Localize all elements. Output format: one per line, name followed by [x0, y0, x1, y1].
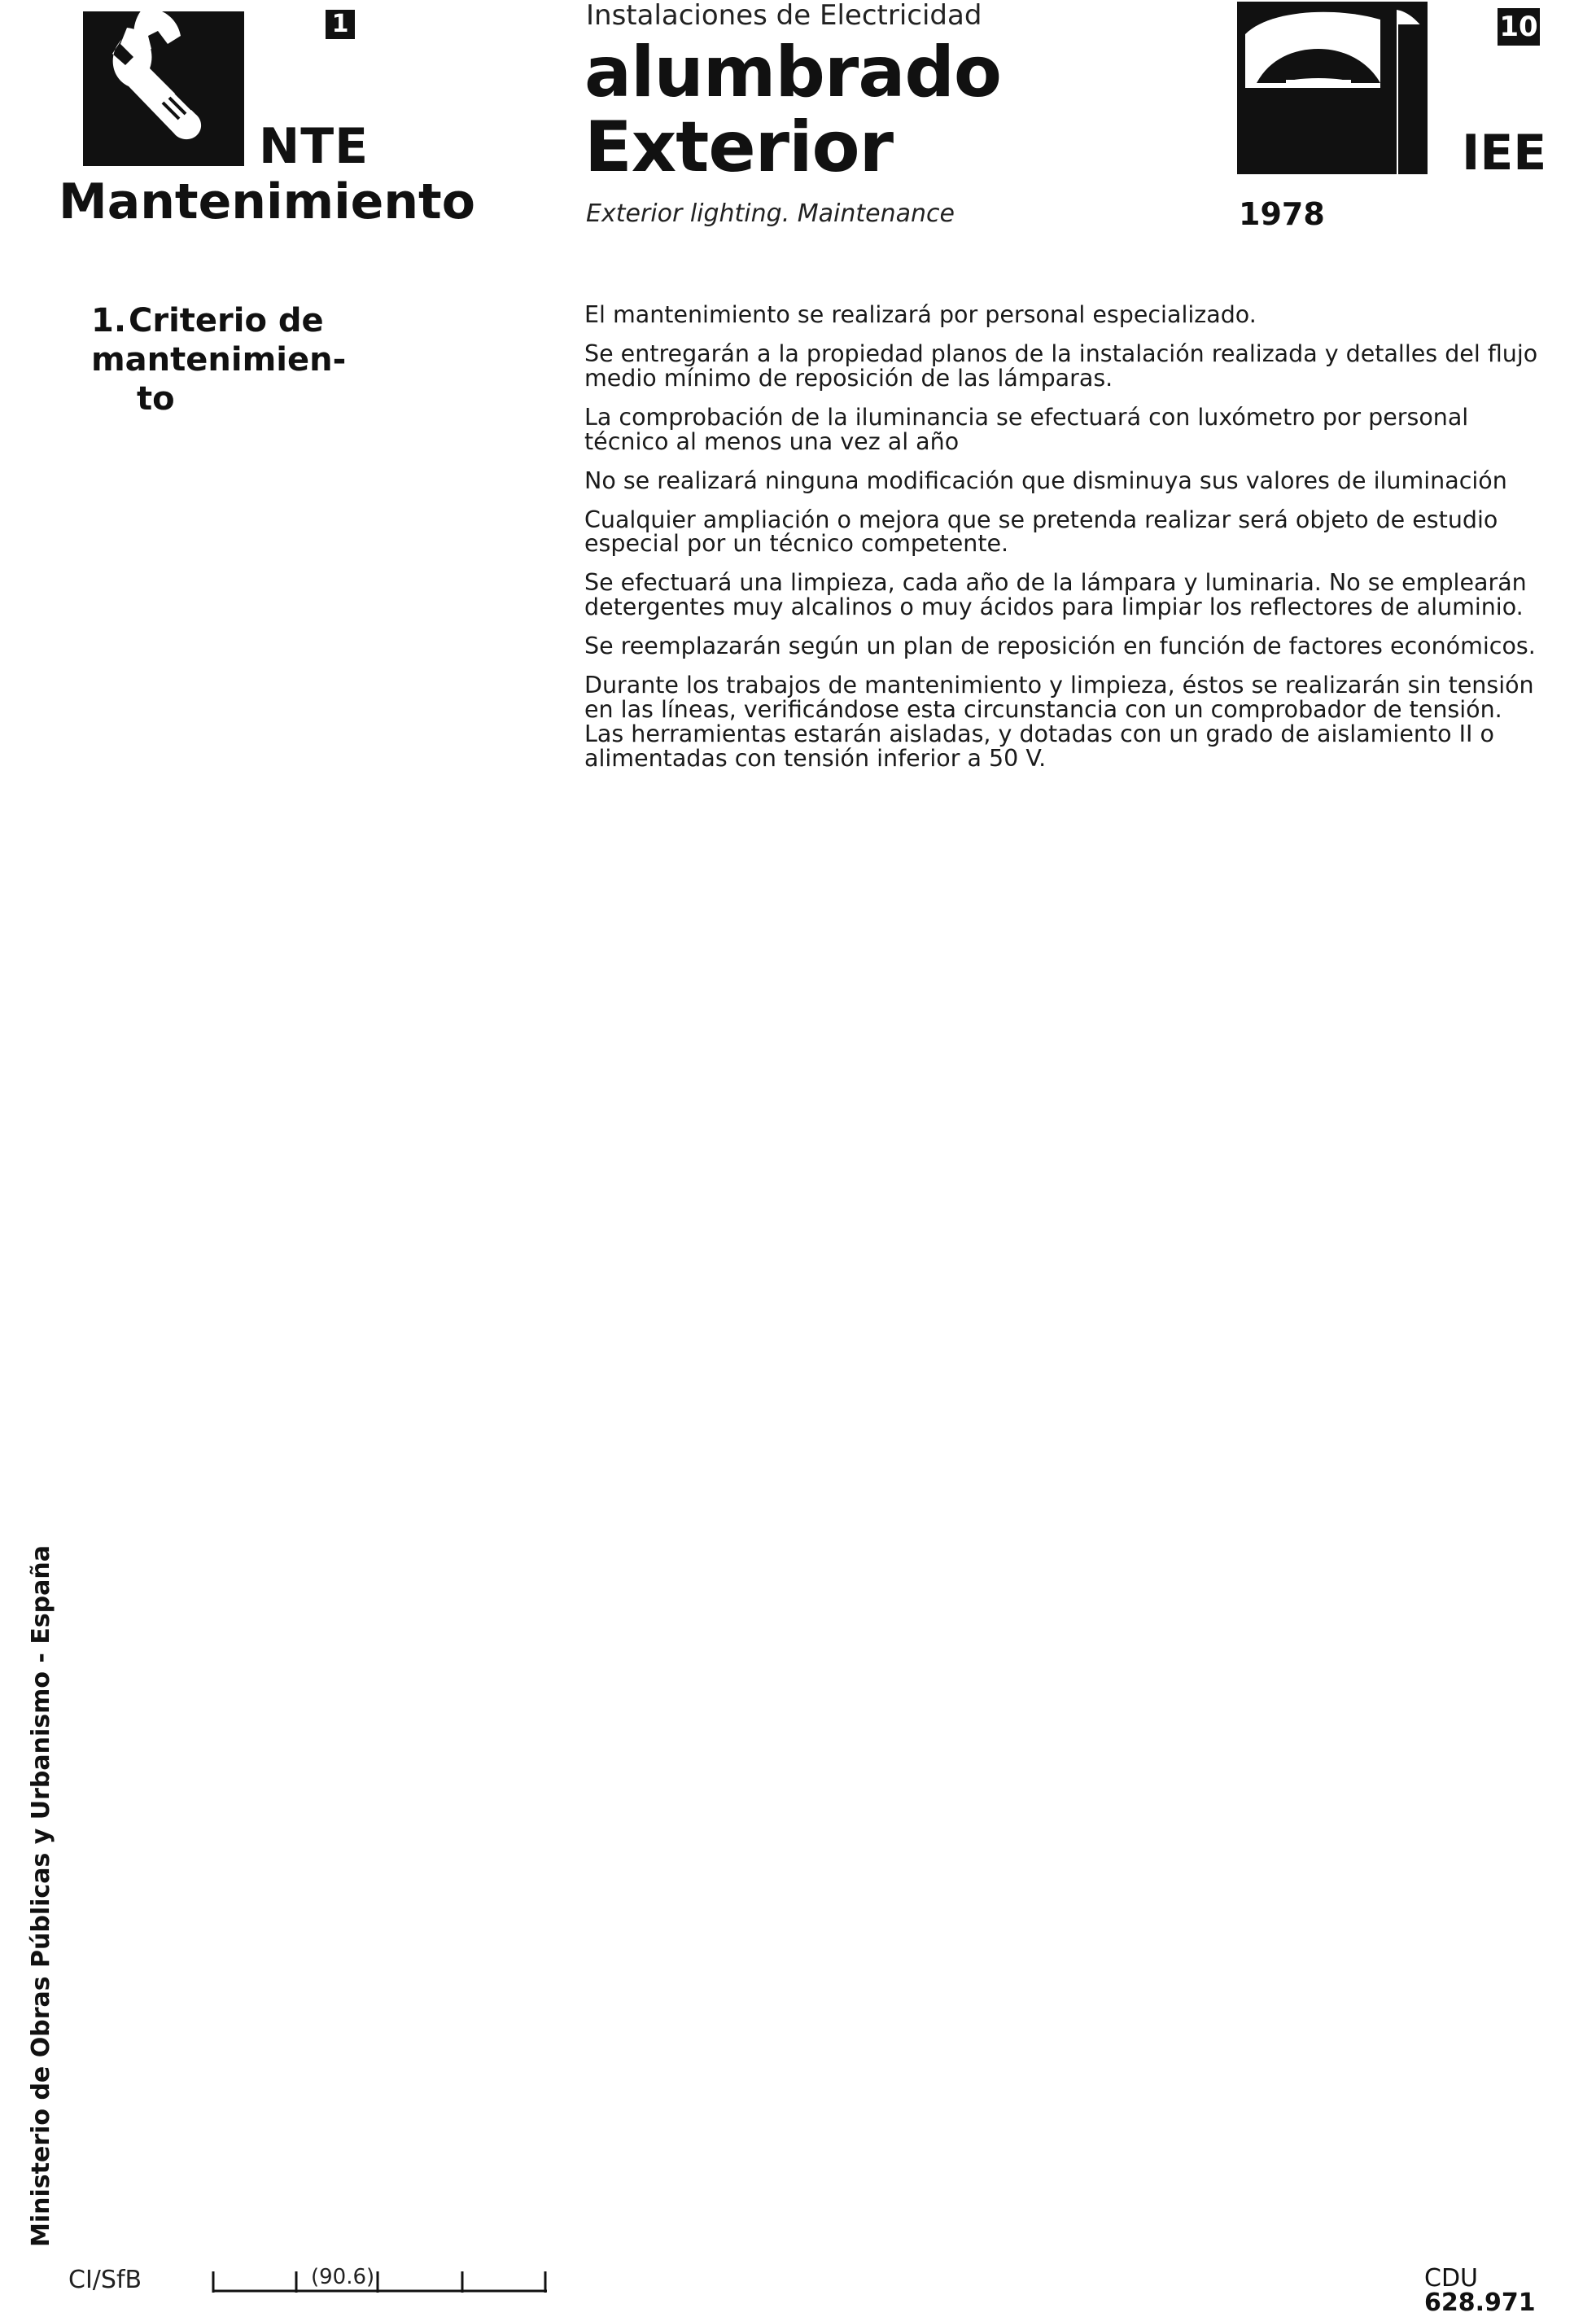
ministry-label: Ministerio de Obras Públicas y Urbanismo - España — [27, 1544, 55, 2247]
maintenance-title: Mantenimiento — [59, 173, 475, 230]
section-number: 1. — [91, 302, 127, 339]
cdu-prefix: CDU — [1424, 2264, 1479, 2293]
paragraph: Durante los trabajos de mantenimiento y limpieza, éstos se realizarán sin tensión en las líneas, verificándose esta circunstancia con un comprobador de tensión. Las herramientas estarán aisladas, y dotadas con un grado de aislamiento II o alimentadas con tensión inferior a 50 V. — [584, 672, 1534, 772]
scale-value: (90.6) — [311, 2265, 375, 2289]
nte-label: NTE — [259, 118, 369, 175]
section-heading — [91, 301, 547, 418]
paragraph: Se entregarán a la propiedad planos de la instalación realizada y detalles del flujo medio mínimo de reposición de las lámparas. — [584, 339, 1538, 392]
paragraph: No se realizará ninguna modificación que disminuya sus valores de iluminación — [584, 466, 1507, 494]
cdu-number: 628.971 — [1424, 2289, 1536, 2317]
cisfb-label: CI/SfB — [68, 2266, 142, 2294]
header-category: Instalaciones de Electricidad — [586, 0, 982, 32]
paragraph: Se efectuará una limpieza, cada año de la lámpara y luminaria. No se emplearán detergentes muy alcalinos o muy ácidos para limpiar los reflectores de aluminio. — [584, 569, 1527, 621]
section-body — [584, 303, 1541, 786]
paragraph: Se reemplazarán según un plan de reposición en función de factores económicos. — [584, 633, 1536, 660]
classification-scale-bar — [210, 2255, 552, 2296]
street-lamp-icon — [1237, 2, 1428, 174]
page-title-line-2: Exterior — [584, 107, 894, 188]
chapter-number-badge: 10 — [1498, 8, 1540, 46]
paragraph: El mantenimiento se realizará por personal especializado. — [584, 301, 1257, 328]
publication-year: 1978 — [1239, 196, 1325, 232]
english-subtitle: Exterior lighting. Maintenance — [586, 199, 955, 228]
paragraph: La comprobación de la iluminancia se efectuará con luxómetro por personal técnico al menos una vez al año — [584, 403, 1469, 455]
section-heading-line-2: to — [137, 380, 175, 418]
chapter-code: IEE — [1462, 125, 1547, 182]
wrench-icon — [83, 11, 244, 166]
cdu-code — [1424, 2264, 1596, 2317]
sheet-number-badge: 1 — [326, 10, 355, 39]
page-title-line-1: alumbrado — [584, 32, 1001, 113]
section-heading-line-1: Criterio de mantenimien- — [91, 302, 347, 379]
paragraph: Cualquier ampliación o mejora que se pretenda realizar será objeto de estudio especial por un técnico competente. — [584, 506, 1498, 558]
